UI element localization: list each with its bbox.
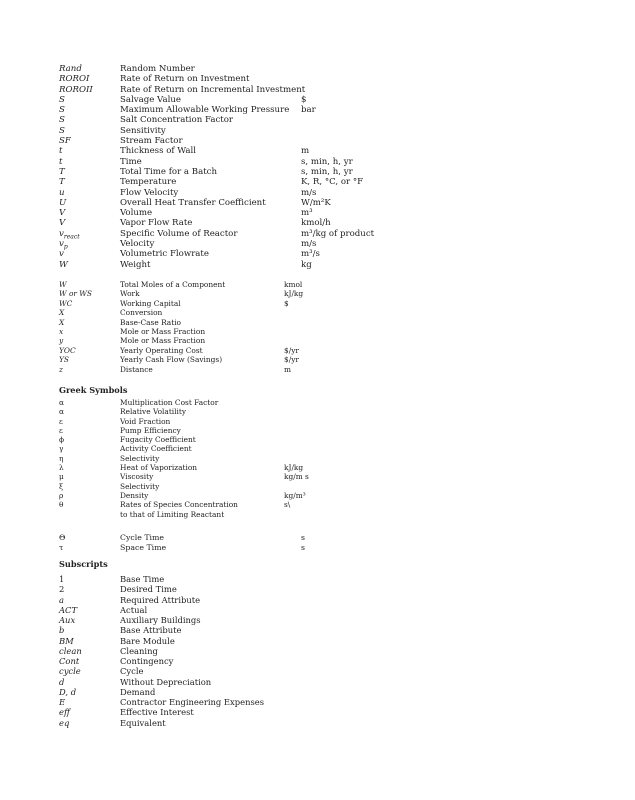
- symbol-row: [0, 105, 635, 115]
- symbol-units: m/s: [301, 187, 317, 198]
- symbol-description: Void Fraction: [120, 416, 171, 426]
- symbol-units: $: [301, 94, 307, 105]
- symbol-units: m³/s: [301, 249, 320, 260]
- symbol-description: Yearly Cash Flow (Savings): [120, 355, 223, 365]
- symbol: X: [59, 317, 65, 327]
- symbol-row: [0, 697, 635, 707]
- symbol-units: $: [284, 298, 289, 308]
- symbol-units: m/s: [301, 239, 317, 250]
- symbol-description: Required Attribute: [120, 594, 201, 605]
- greek-symbols-heading: Greek Symbols: [59, 385, 128, 395]
- symbol-description: Specific Volume of Reactor: [120, 228, 238, 239]
- symbol-description: Volumetric Flowrate: [120, 249, 209, 260]
- symbol: T: [59, 177, 65, 188]
- symbol-row: [0, 249, 635, 259]
- symbol-units: K, R, °C, or °F: [301, 177, 364, 188]
- symbol-description: Pump Efficiency: [120, 425, 181, 435]
- symbol: y: [59, 336, 64, 346]
- subscripts-table: [0, 574, 635, 728]
- symbol: ε: [59, 416, 63, 426]
- symbol-description: Temperature: [120, 177, 177, 188]
- symbol-row: [0, 435, 635, 444]
- symbol-description: Volume: [120, 208, 153, 219]
- symbol-row: [0, 444, 635, 453]
- symbol-row: [0, 336, 635, 345]
- symbol-units: $/yr: [284, 345, 299, 355]
- symbol-row: [0, 64, 635, 74]
- symbol-description: Total Time for a Batch: [120, 166, 218, 177]
- symbol: η: [59, 453, 64, 463]
- symbol-row: [0, 500, 635, 509]
- symbol: D, d: [59, 686, 77, 697]
- symbol: θ: [59, 500, 64, 510]
- symbol-units: kg/m³: [284, 490, 306, 500]
- symbol-description: Salvage Value: [120, 94, 181, 105]
- symbol-units: m: [301, 146, 310, 157]
- symbol-description: Maximum Allowable Working Pressure: [120, 105, 290, 116]
- symbol: S: [59, 115, 65, 126]
- symbol-row: [0, 417, 635, 426]
- symbol-description: Distance: [120, 364, 153, 374]
- symbol-units: s\: [284, 500, 291, 510]
- symbol: μ: [59, 472, 64, 482]
- time-symbols-table: [0, 533, 635, 553]
- symbol-units: bar: [301, 105, 316, 116]
- symbol-units: $/yr: [284, 355, 299, 365]
- symbol-description: Base Attribute: [120, 625, 182, 636]
- symbol: Aux: [59, 615, 76, 625]
- symbol-row: [0, 365, 635, 374]
- symbol-row: [0, 482, 635, 491]
- symbol: T: [59, 166, 65, 177]
- symbol: Cont: [59, 656, 80, 666]
- symbol: t: [59, 146, 63, 157]
- symbol-row: [0, 177, 635, 187]
- symbol-row: [0, 472, 635, 481]
- symbol: α: [59, 398, 64, 407]
- symbol-row: [0, 318, 635, 327]
- symbol-description: Flow Velocity: [120, 187, 179, 198]
- symbol-description: Multiplication Cost Factor: [120, 398, 219, 407]
- symbol-row: [0, 157, 635, 167]
- symbol: eq: [59, 717, 70, 728]
- symbol-description: Mole or Mass Fraction: [120, 326, 206, 336]
- symbol: λ: [59, 463, 64, 473]
- symbol-row: [0, 636, 635, 646]
- symbol: γ: [59, 444, 64, 454]
- symbol-description: Viscosity: [120, 472, 154, 482]
- symbol-row: [0, 707, 635, 717]
- symbol-description: Thickness of Wall: [120, 146, 197, 157]
- symbol-description: Total Moles of a Component: [120, 280, 226, 289]
- symbol-units: kmol: [284, 280, 303, 289]
- symbol-row: [0, 74, 635, 84]
- symbol-description: Stream Factor: [120, 136, 183, 147]
- symbol-row: [0, 280, 635, 289]
- symbol-row: [0, 533, 635, 543]
- symbol-row: [0, 346, 635, 355]
- symbol-row: [0, 146, 635, 156]
- symbol-description: Time: [120, 156, 142, 167]
- symbol: ACT: [59, 604, 78, 615]
- symbol: SF: [59, 136, 71, 147]
- symbol-description: Salt Concentration Factor: [120, 115, 234, 126]
- symbol-row: [0, 646, 635, 656]
- symbol-units: W/m²K: [301, 197, 331, 208]
- symbol-description: Vapor Flow Rate: [120, 218, 193, 229]
- symbol-row: [0, 463, 635, 472]
- symbol: 2: [59, 584, 65, 595]
- symbol-description: Contractor Engineering Expenses: [120, 697, 265, 707]
- symbol: E: [59, 697, 66, 707]
- symbol-description: Overall Heat Transfer Coefficient: [120, 197, 266, 208]
- symbol-row: [0, 218, 635, 228]
- symbol: ε: [59, 425, 63, 435]
- symbol: b: [59, 625, 65, 636]
- symbol-row: [0, 167, 635, 177]
- symbol: X: [59, 308, 65, 318]
- symbol-description: Relative Volatility: [120, 407, 187, 417]
- symbol-description: Cycle Time: [120, 533, 165, 542]
- symbol-units: s: [301, 533, 306, 542]
- symbol-units: s, min, h, yr: [301, 166, 353, 177]
- subscripts-heading: Subscripts: [59, 559, 108, 569]
- symbol-row: [0, 491, 635, 500]
- symbol-description: Conversion: [120, 308, 163, 318]
- symbol-units: s, min, h, yr: [301, 156, 353, 167]
- symbol-units: kJ/kg: [284, 463, 304, 473]
- symbol-row: [0, 454, 635, 463]
- symbol-description: Heat of Vaporization: [120, 463, 198, 473]
- symbol-description: Equivalent: [120, 717, 166, 728]
- symbols-table-continued: [0, 280, 635, 374]
- symbol-row: [0, 574, 635, 584]
- symbol-row: [0, 327, 635, 336]
- symbol: v: [59, 249, 64, 260]
- symbol-row: [0, 656, 635, 666]
- greek-symbols-table: [0, 398, 635, 519]
- symbol-description: Base-Case Ratio: [120, 317, 182, 327]
- symbol-description: to that of Limiting Reactant: [120, 509, 225, 519]
- symbol-description: Space Time: [120, 543, 167, 553]
- symbol: W: [59, 280, 67, 289]
- symbol-description: Auxiliary Buildings: [120, 615, 201, 625]
- symbol: x: [59, 326, 64, 336]
- symbol: U: [59, 197, 67, 208]
- symbol: clean: [59, 645, 82, 656]
- symbol: α: [59, 407, 64, 417]
- symbol: t: [59, 156, 63, 167]
- symbol-units: m³/kg of product: [301, 228, 375, 239]
- symbol-description: Mole or Mass Fraction: [120, 336, 206, 346]
- symbol-row: [0, 595, 635, 605]
- symbol-description: Density: [120, 490, 149, 500]
- symbol-units: m³: [301, 208, 313, 219]
- symbol-description: Random Number: [120, 64, 195, 74]
- symbol: z: [59, 364, 63, 374]
- symbol-row: [0, 426, 635, 435]
- symbol: S: [59, 125, 65, 136]
- symbol-units: kg: [301, 259, 312, 270]
- symbol: W: [59, 259, 68, 270]
- symbol: V: [59, 218, 66, 229]
- symbol: d: [59, 676, 65, 687]
- symbol-row: [0, 398, 635, 407]
- symbol-row: [0, 625, 635, 635]
- symbol-description: Work: [120, 289, 140, 299]
- symbol: S: [59, 94, 65, 105]
- symbol-row: [0, 407, 635, 416]
- symbol-row: [0, 355, 635, 364]
- symbol: V: [59, 208, 66, 219]
- symbol: ROROII: [59, 84, 93, 95]
- symbol: BM: [59, 635, 74, 646]
- symbol: YOC: [59, 345, 76, 355]
- symbol-row: [0, 208, 635, 218]
- symbol-row: [0, 666, 635, 676]
- symbols-table-main: [0, 64, 635, 270]
- symbol-description: Selectivity: [120, 453, 160, 463]
- symbol: $v_{react}$: [59, 228, 80, 241]
- symbol-row: [0, 198, 635, 208]
- symbol: cycle: [59, 666, 81, 677]
- symbol-description: Desired Time: [120, 584, 177, 595]
- symbol-row: [0, 605, 635, 615]
- symbol-row: [0, 299, 635, 308]
- symbol-row: [0, 136, 635, 146]
- symbol: Rand: [59, 64, 82, 74]
- symbol-row: [0, 95, 635, 105]
- symbol-description: Velocity: [120, 239, 155, 250]
- symbol: YS: [59, 355, 69, 365]
- symbol-description: Sensitivity: [120, 125, 166, 136]
- symbol-row: [0, 510, 635, 519]
- symbol: a: [59, 594, 64, 605]
- symbol-description: Contingency: [120, 656, 174, 666]
- symbol-row: [0, 229, 635, 239]
- symbol-units: m: [284, 364, 292, 374]
- symbol-description: Cycle: [120, 666, 144, 677]
- symbol: u: [59, 187, 65, 198]
- symbol: ξ: [59, 481, 64, 491]
- symbol-description: Selectivity: [120, 481, 160, 491]
- symbol-row: [0, 687, 635, 697]
- symbol-units: kmol/h: [301, 218, 331, 229]
- symbol-row: [0, 677, 635, 687]
- symbol-row: [0, 115, 635, 125]
- symbol-units: kg/m s: [284, 472, 309, 482]
- symbol-description: Rate of Return on Incremental Investment: [120, 84, 306, 95]
- symbol-description: Rate of Return on Investment: [120, 74, 250, 85]
- symbol-description: Activity Coefficient: [120, 444, 192, 454]
- symbol: S: [59, 105, 65, 116]
- symbol: eff: [59, 707, 70, 718]
- symbol-description: Rates of Species Concentration: [120, 500, 238, 510]
- symbol-row: [0, 543, 635, 553]
- symbol: W or WS: [59, 289, 92, 299]
- symbol-units: kJ/kg: [284, 289, 304, 299]
- symbol-row: [0, 615, 635, 625]
- symbol-description: Weight: [120, 259, 151, 270]
- symbol-description: Base Time: [120, 574, 165, 584]
- symbol-row: [0, 289, 635, 298]
- symbol-description: Working Capital: [120, 298, 181, 308]
- symbol-description: Yearly Operating Cost: [120, 345, 203, 355]
- symbol-row: [0, 718, 635, 728]
- symbol: ϕ: [59, 435, 65, 445]
- symbol-description: Effective Interest: [120, 707, 194, 718]
- symbol-row: [0, 85, 635, 95]
- symbol-description: Without Depreciation: [120, 676, 212, 687]
- symbol-row: [0, 260, 635, 270]
- symbol-row: [0, 239, 635, 249]
- symbol-description: Demand: [120, 686, 156, 697]
- symbol-description: Cleaning: [120, 645, 158, 656]
- symbol: τ: [59, 543, 64, 553]
- symbol-row: [0, 584, 635, 594]
- symbol-description: Actual: [120, 604, 148, 615]
- symbol: 1: [59, 574, 65, 584]
- symbol-units: s: [301, 543, 306, 553]
- symbol: ρ: [59, 490, 64, 500]
- symbol-description: Fugacity Coefficient: [120, 435, 196, 445]
- symbol: WC: [59, 298, 73, 308]
- symbol: Θ: [59, 533, 66, 542]
- symbol-row: [0, 126, 635, 136]
- symbol: $v_p$: [59, 239, 68, 251]
- symbol: ROROI: [59, 74, 90, 85]
- symbol-row: [0, 308, 635, 317]
- symbol-description: Bare Module: [120, 635, 175, 646]
- symbol-row: [0, 188, 635, 198]
